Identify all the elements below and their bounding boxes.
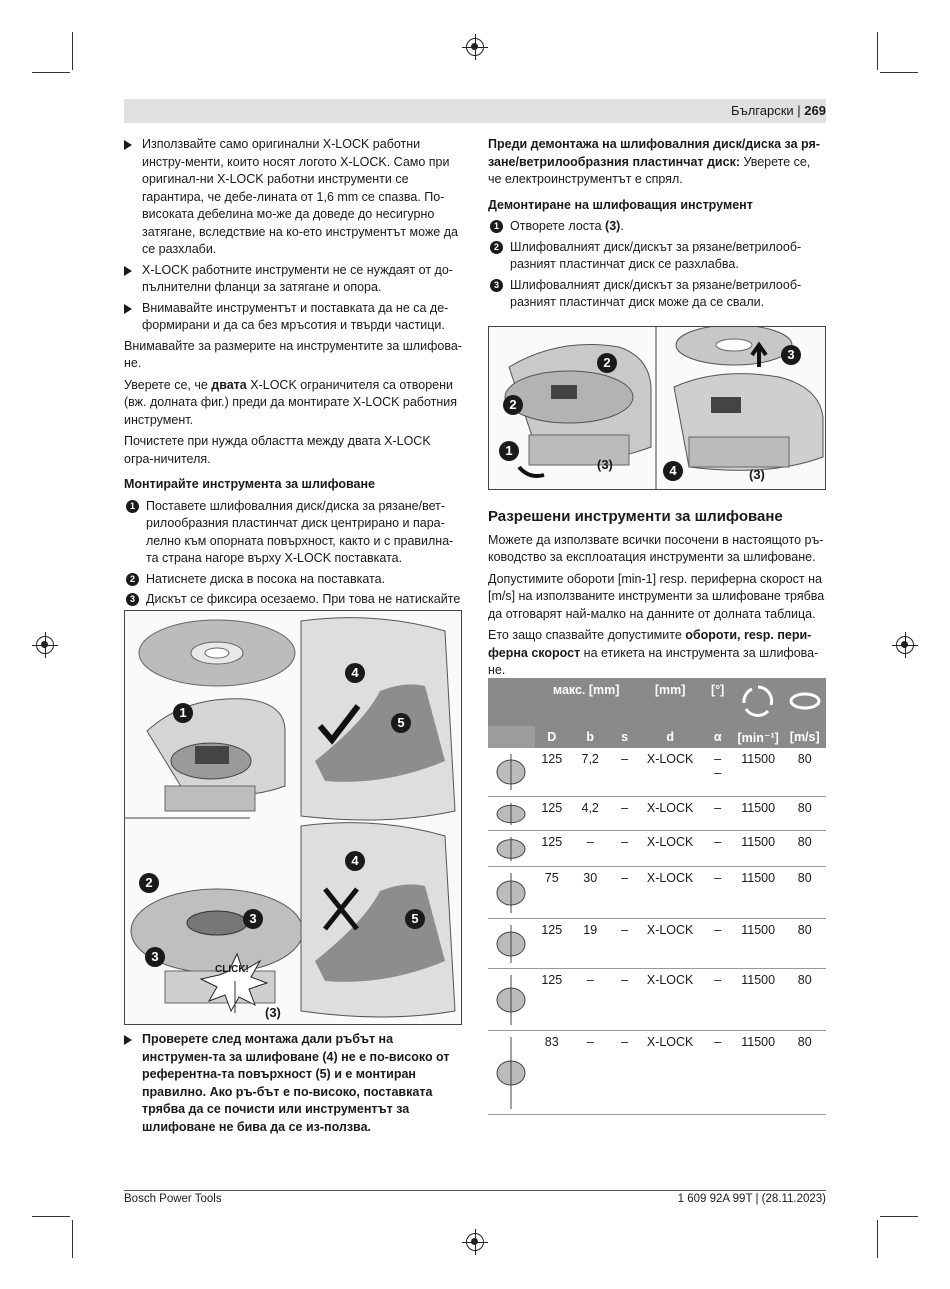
value-D: 125 (535, 968, 569, 1030)
warning-text: Проверете след монтажа дали ръбът на инструмен-та за шлифоване (4) не е по-високо от референтна-та повърхност (5) и е монтиран правилно. Ако ръ-бът е по-високо, поставката трябва да се почисти или инструментът за шлифоване не бива да се из-ползва. (142, 1032, 450, 1134)
cutoff-wheel-icon (491, 752, 531, 792)
crop-mark (72, 32, 73, 70)
value-speed: 80 (783, 796, 826, 830)
label-4-icon: 4 (345, 663, 365, 683)
table-row (488, 866, 826, 918)
triangle-bullet-icon (124, 266, 132, 276)
label-3-icon: 3 (145, 947, 165, 967)
value-rpm: 11500 (733, 918, 784, 968)
flap-disc-icon (491, 835, 531, 863)
label-1-icon: 1 (173, 703, 193, 723)
lever-ref-label: (3) (265, 1005, 281, 1020)
column-header-speed: [m/s] (783, 726, 826, 748)
value-alpha: – (703, 918, 733, 968)
mount-heading: Монтирайте инструмента за шлифоване (124, 477, 375, 491)
step-text: Натиснете диска в посока на поставката. (146, 571, 386, 586)
label-2-icon: 2 (597, 353, 617, 373)
value-d: X-LOCK (638, 830, 703, 866)
right-column (488, 136, 826, 315)
allowed-paragraph (488, 627, 826, 680)
value-s: – (611, 866, 637, 918)
registration-mark-icon (466, 1233, 484, 1251)
allowed-paragraph: Можете да използвате всички посочени в настоящото ръ-ководство за експлоатация инструменти за шлифоване. (488, 532, 824, 564)
text-span: Уверете се, че (124, 377, 212, 392)
mount-step (124, 498, 462, 568)
label-2-icon: 2 (139, 873, 159, 893)
value-speed: 80 (783, 1030, 826, 1114)
bold-span: двата (211, 377, 247, 392)
value-alpha: – (703, 796, 733, 830)
value-d: X-LOCK (638, 796, 703, 830)
remove-figure (488, 326, 826, 490)
text-span: на етикета на инструмента за шлифова-не. (488, 645, 819, 677)
footer-right: 1 609 92A 99T | (28.11.2023) (677, 1193, 826, 1205)
left-column (124, 136, 462, 629)
mount-illustration (125, 611, 461, 1024)
value-speed: 80 (783, 866, 826, 918)
tool-icon-cell (488, 918, 535, 968)
crop-mark (880, 1216, 918, 1217)
value-alpha: – (703, 968, 733, 1030)
value-alpha: – (703, 866, 733, 918)
value-D: 75 (535, 866, 569, 918)
tool-icon-cell (488, 866, 535, 918)
table-row (488, 918, 826, 968)
table-row (488, 796, 826, 830)
value-b: 30 (569, 866, 612, 918)
value-D: 125 (535, 796, 569, 830)
value-b: – (569, 968, 612, 1030)
column-header-s: s (611, 726, 637, 748)
value-s: – (611, 748, 637, 796)
value-rpm: 11500 (733, 968, 784, 1030)
bullet-text: Внимавайте инструментът и поставката да не са де-формирани и да са без мръсотия и твърди частици. (142, 300, 449, 332)
grinding-disc-icon (491, 801, 531, 827)
rotation-speed-icon (733, 678, 784, 726)
paragraph-clean: Почистете при нужда областта между двата X-LOCK огра-ничителя. (124, 434, 431, 466)
value-speed: 80 (783, 968, 826, 1030)
cup-brush-icon (491, 871, 531, 915)
label-4-icon: 4 (345, 851, 365, 871)
allowed-heading: Разрешени инструменти за шлифоване (488, 508, 783, 525)
step-number-icon: 2 (490, 241, 503, 254)
remove-illustration (489, 327, 825, 489)
lever-ref-label: (3) (597, 457, 613, 472)
value-d: X-LOCK (638, 866, 703, 918)
value-d: X-LOCK (638, 1030, 703, 1114)
tool-icon-cell (488, 796, 535, 830)
step-text: . (620, 219, 624, 233)
value-s: – (611, 796, 637, 830)
value-d: X-LOCK (638, 748, 703, 796)
value-D: 83 (535, 1030, 569, 1114)
value-s: – (611, 968, 637, 1030)
crop-mark (877, 32, 878, 70)
step-text: Шлифовалният диск/дискът за рязане/ветрилооб-разният пластинчат диск се разхлабва. (510, 239, 802, 271)
value-b: – (569, 830, 612, 866)
allowed-paragraph: Допустимите обороти [min-1] resp. периферна скорост на [m/s] на използваните инструменти за шлифоване трябва да отговарят най-малко на данните от долната таблица. (488, 571, 825, 621)
remove-step (488, 277, 826, 312)
check-warning (124, 1031, 462, 1139)
value-rpm: 11500 (733, 1030, 784, 1114)
registration-mark-icon (896, 636, 914, 654)
value-b: 4,2 (569, 796, 612, 830)
table-row (488, 1030, 826, 1114)
crop-mark (72, 1220, 73, 1258)
remove-step (488, 239, 826, 274)
crop-mark (32, 1216, 70, 1217)
group-header-mm: [mm] (638, 678, 703, 726)
value-D: 125 (535, 748, 569, 796)
column-header-D: D (535, 726, 569, 748)
label-2-icon: 2 (503, 395, 523, 415)
bullet-item (124, 300, 462, 335)
wire-wheel-icon (491, 923, 531, 965)
value-speed: 80 (783, 918, 826, 968)
column-header-alpha: α (703, 726, 733, 748)
step-text: Поставете шлифовалния диск/диска за рязане/вет-рилообразния пластинчат диск центрирано и пара-лелно към опорната повърхност, както и с правилна-та страна нагоре върху X-LOCK поставката. (146, 498, 454, 565)
label-4-icon: 4 (663, 461, 683, 481)
value-alpha: – (703, 830, 733, 866)
text-span: Ето защо спазвайте допустимите (488, 628, 686, 642)
value-s: – (611, 918, 637, 968)
value-rpm: 11500 (733, 830, 784, 866)
remove-step (488, 218, 826, 236)
group-header-degrees: [°] (703, 678, 733, 726)
value-s: – (611, 830, 637, 866)
before-removal-paragraph (488, 136, 826, 189)
value-speed: 80 (783, 748, 826, 796)
icon-column-header (488, 678, 535, 726)
crop-mark (877, 1220, 878, 1258)
value-D: 125 (535, 918, 569, 968)
allowed-tools-section (488, 508, 826, 684)
text-span: X-LOCK ограничителя са отворени (вж. долната фиг.) преди да монтирате X-LOCK работния инструмент. (124, 377, 458, 427)
tool-icon-cell (488, 968, 535, 1030)
click-label: CLICK! (215, 964, 249, 975)
column-header-b: b (569, 726, 612, 748)
bold-span: обороти, resp. пери-ферна скорост (488, 628, 812, 660)
step-number-icon: 1 (490, 220, 503, 233)
label-3-icon: 3 (243, 909, 263, 929)
label-5-icon: 5 (391, 713, 411, 733)
bullet-item (124, 136, 462, 259)
step-number-icon: 3 (126, 593, 139, 606)
value-d: X-LOCK (638, 968, 703, 1030)
label-1-icon: 1 (499, 441, 519, 461)
column-header-d: d (638, 726, 703, 748)
value-b: 7,2 (569, 748, 612, 796)
header-bar (124, 99, 826, 123)
table-row (488, 968, 826, 1030)
bullet-item (124, 262, 462, 297)
page-number: 269 (804, 103, 826, 118)
value-D: 125 (535, 830, 569, 866)
crop-mark (32, 72, 70, 73)
tool-icon-cell (488, 830, 535, 866)
bold-span: Преди демонтажа на шлифовалния диск/диска за ря-зане/ветрилообразния пластинчат диск: (488, 137, 820, 169)
header-separator: | (797, 103, 801, 118)
mount-step (124, 571, 462, 589)
tool-icon-cell (488, 1030, 535, 1114)
step-text: Отворете лоста (510, 219, 606, 233)
footer-rule (124, 1190, 826, 1191)
table-row (488, 830, 826, 866)
value-d: X-LOCK (638, 918, 703, 968)
value-b: – (569, 1030, 612, 1114)
value-alpha: – (703, 1030, 733, 1114)
value-rpm: 11500 (733, 866, 784, 918)
header-language: Български (731, 103, 794, 118)
value-alpha: – – (703, 748, 733, 796)
bullet-text: X-LOCK работните инструменти не се нуждаят от до-пълнителни фланци за затягане и опора. (142, 262, 453, 294)
value-rpm: 11500 (733, 748, 784, 796)
crop-mark (880, 72, 918, 73)
tool-icon-cell (488, 748, 535, 796)
allowed-tools-table (488, 678, 826, 1115)
column-header-rpm: [min⁻¹] (733, 726, 784, 748)
registration-mark-icon (466, 38, 484, 56)
paragraph-both-limiters (124, 377, 462, 430)
peripheral-speed-icon (783, 678, 826, 726)
mount-figure (124, 610, 462, 1025)
value-speed: 80 (783, 830, 826, 866)
label-5-icon: 5 (405, 909, 425, 929)
step-ref: (3) (605, 219, 621, 233)
registration-mark-icon (36, 636, 54, 654)
bullet-text: Използвайте само оригинални X-LOCK работни инстру-менти, които носят логото X-LOCK. Само при оригинал-ни X-LOCK работни инструменти се гарантира, че дебе-лината от 1,6 mm се спазва. По-високата дебелина мо-же да доведе до несигурно затягане, вследствие на ко-ето инструментът може да се разхлаби. (142, 137, 458, 256)
step-number-icon: 2 (126, 573, 139, 586)
knot-brush-icon (491, 973, 531, 1027)
paragraph-dimensions: Внимавайте за размерите на инструментите за шлифова-не. (124, 338, 462, 370)
step-text: Дискът се фиксира осезаемо. При това не натискайте (146, 592, 461, 606)
table-row (488, 748, 826, 796)
triangle-bullet-icon (124, 140, 132, 150)
step-text: Шлифовалният диск/дискът за рязане/ветрилооб-разният пластинчат диск може да се свали. (510, 277, 802, 309)
running-header (731, 103, 826, 118)
value-rpm: 11500 (733, 796, 784, 830)
value-b: 19 (569, 918, 612, 968)
core-bit-icon (491, 1035, 531, 1111)
footer-left: Bosch Power Tools (124, 1193, 222, 1205)
triangle-bullet-icon (124, 1035, 132, 1045)
bullet-item (124, 1031, 462, 1136)
triangle-bullet-icon (124, 304, 132, 314)
icon-column-header (488, 726, 535, 748)
text-span: Уверете се, че електроинструментът е спрял. (488, 154, 811, 186)
step-number-icon: 3 (490, 279, 503, 292)
group-header-max-mm: макс. [mm] (535, 678, 638, 726)
label-3-icon: 3 (781, 345, 801, 365)
remove-heading: Демонтиране на шлифоващия инструмент (488, 197, 753, 212)
lever-ref-label: (3) (749, 467, 765, 482)
step-number-icon: 1 (126, 500, 139, 513)
value-s: – (611, 1030, 637, 1114)
